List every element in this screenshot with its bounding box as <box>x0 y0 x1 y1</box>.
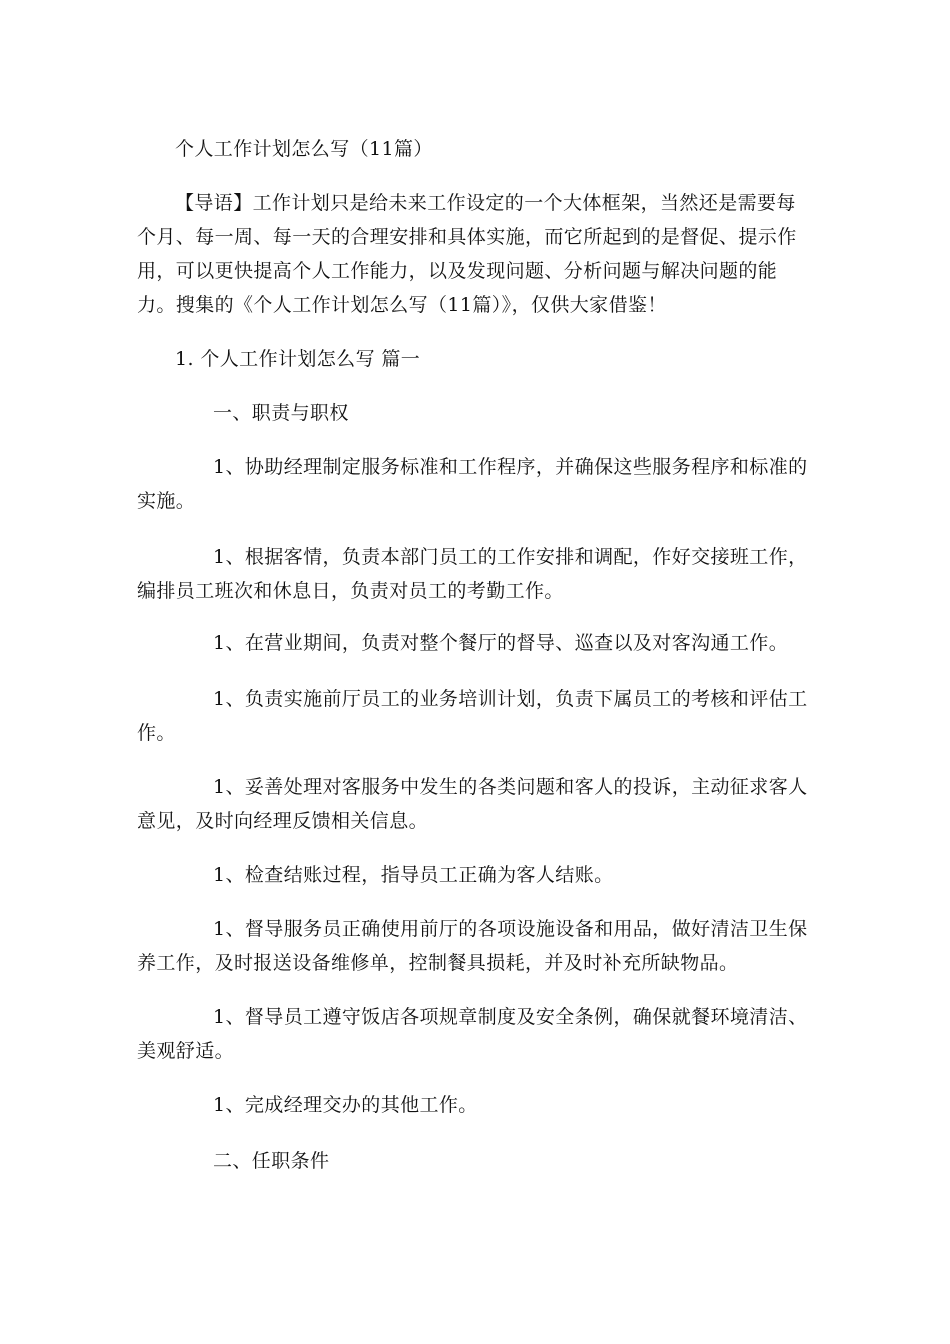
section-heading: 1. 个人工作计划怎么写 篇一 <box>175 348 421 370</box>
duty-item: 1、根据客情，负责本部门员工的工作安排和调配，作好交接班工作，编排员工班次和休息日，负责对员工的考勤工作。 <box>137 546 808 602</box>
duty-item: 1、妥善处理对客服务中发生的各类问题和客人的投诉，主动征求客人意见，及时向经理反馈相关信息。 <box>137 776 808 832</box>
part-heading-duties: 一、职责与职权 <box>213 402 349 424</box>
duty-item: 1、负责实施前厅员工的业务培训计划，负责下属员工的考核和评估工作。 <box>137 688 808 744</box>
duty-item: 1、协助经理制定服务标准和工作程序，并确保这些服务程序和标准的实施。 <box>137 456 808 512</box>
part-heading-requirements: 二、任职条件 <box>213 1150 330 1172</box>
duty-item: 1、督导员工遵守饭店各项规章制度及安全条例，确保就餐环境清洁、美观舒适。 <box>137 1006 808 1062</box>
document-title: 个人工作计划怎么写（11篇） <box>175 138 433 160</box>
duty-item: 1、完成经理交办的其他工作。 <box>213 1094 478 1116</box>
intro-paragraph: 【导语】工作计划只是给未来工作设定的一个大体框架，当然还是需要每个月、每一周、每一天的合理安排和具体实施，而它所起到的是督促、提示作用，可以更快提高个人工作能力，以及发现问题、分析问题与解决问题的能力。搜集的《个人工作计划怎么写（11篇）》，仅供大家借鉴！ <box>137 192 797 316</box>
duty-item: 1、在营业期间，负责对整个餐厅的督导、巡查以及对客沟通工作。 <box>213 632 789 654</box>
duty-item: 1、督导服务员正确使用前厅的各项设施设备和用品，做好清洁卫生保养工作，及时报送设备维修单，控制餐具损耗，并及时补充所缺物品。 <box>137 918 808 974</box>
duty-item: 1、检查结账过程，指导员工正确为客人结账。 <box>213 864 614 886</box>
